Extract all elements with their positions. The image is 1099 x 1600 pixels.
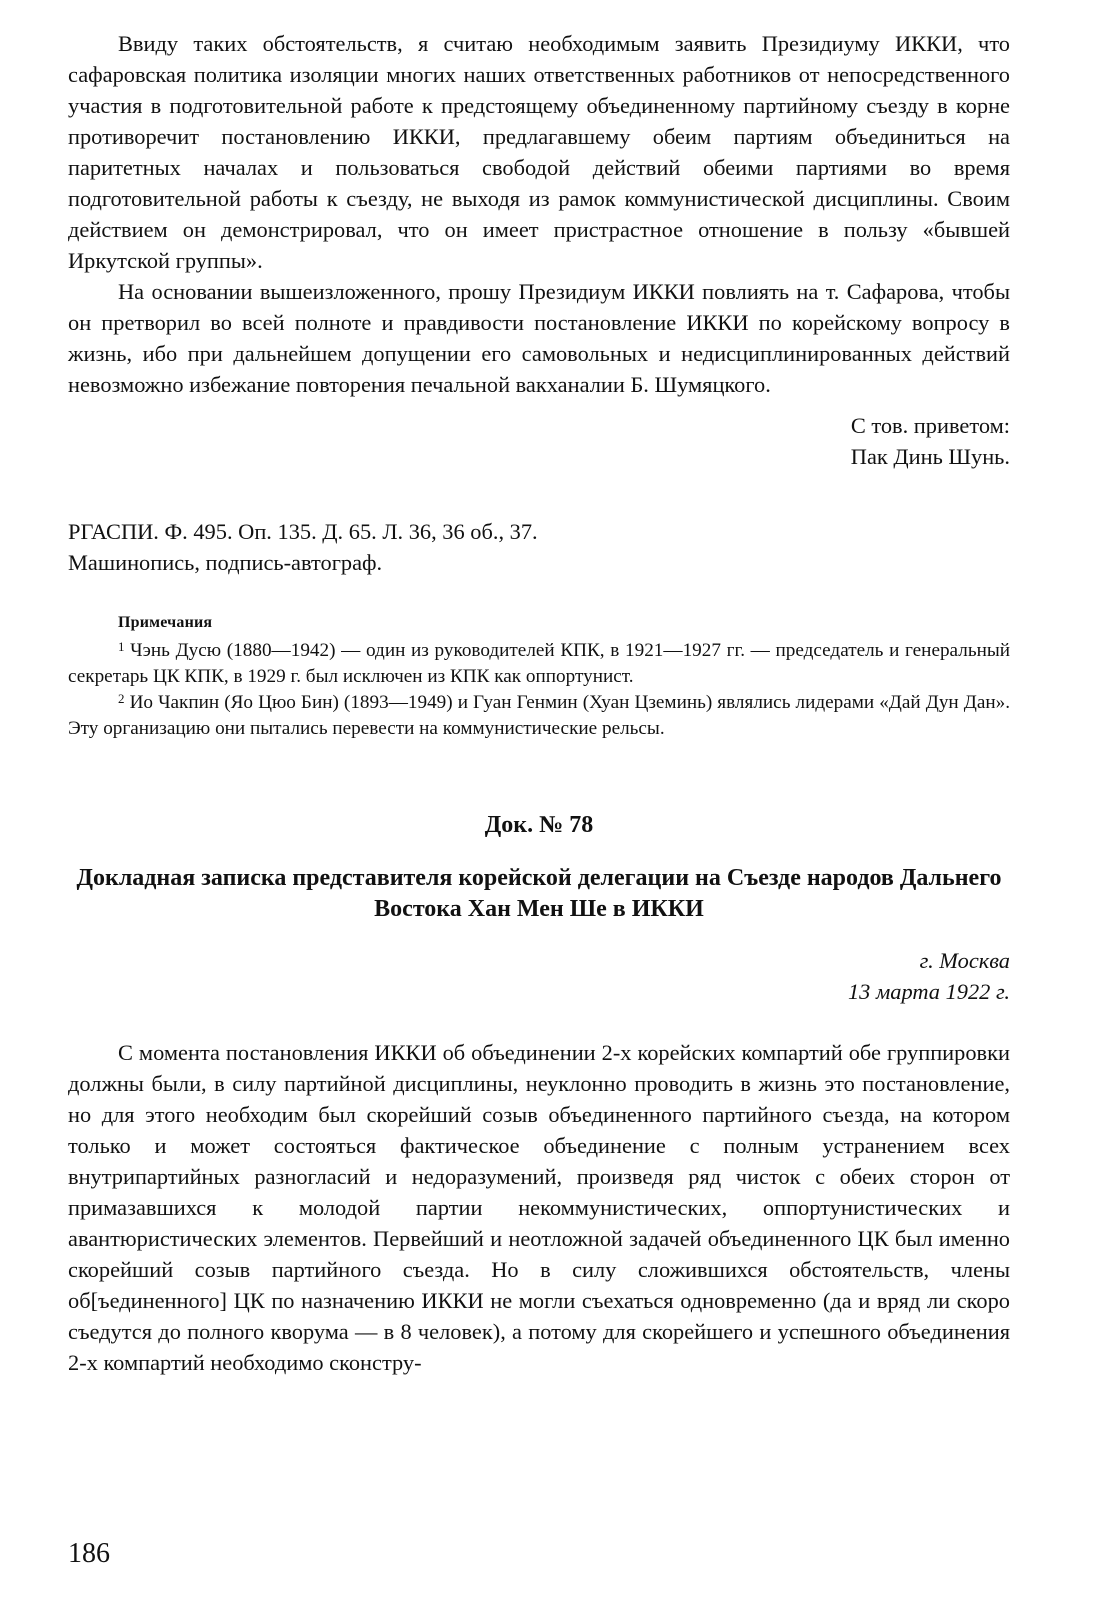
archive-reference-block — [68, 516, 1010, 578]
document-body-paragraph: С момента постановления ИККИ об объединении 2-х корейских компартий обе группировки должны были, в силу партийной дисциплины, неуклонно проводить в жизнь это постановление, но для этого необходим был скорейший созыв объединенного партийного съезда, на котором только и может состояться фактическое объединение с полным устранением всех внутрипартийных разногласий и недоразумений, произведя ряд чисток с обеих сторон от примазавшихся к молодой партии некоммунистических, оппортунистических и авантюристических элементов. Первейший и неотложной задачей объединенного ЦК был именно скорейший созыв партийного съезда. Но в силу сложившихся обстоятельств, члены об[ъединенного] ЦК по назначению ИККИ не могли съехаться одновременно (да и вряд ли скоро съедутся до полного кворума — в 8 человек), а потому для скорейшего и успешного объединения 2-х компартий необходимо сконстру- — [68, 1040, 1010, 1375]
letter-greeting: С тов. приветом: — [850, 413, 1010, 438]
document-date: 13 марта 1922 г. — [847, 979, 1010, 1004]
letter-signature-block — [68, 410, 1010, 472]
document-place-date — [68, 945, 1010, 1007]
document-place: г. Москва — [919, 948, 1010, 973]
document-title: Докладная записка представителя корейской делегации на Съезде народов Дальнего Востока Хан Мен Ше в ИККИ — [76, 865, 1002, 922]
note-item — [68, 638, 1010, 690]
note-text: Ио Чакпин (Яо Цюо Бин) (1893—1949) и Гуан Генмин (Хуан Цземинь) являлись лидерами «Дай Дун Дан». Эту организацию они пытались перевести на коммунистические рельсы. — [68, 692, 1011, 739]
book-page — [68, 28, 1010, 1378]
notes-title: Примечания — [118, 614, 213, 631]
note-item — [68, 690, 1010, 742]
letter-signature: Пак Динь Шунь. — [850, 444, 1010, 469]
document-number: Док. № 78 — [484, 812, 594, 838]
letter-paragraph-2: На основании вышеизложенного, прошу Президиум ИККИ повлиять на т. Сафарова, чтобы он претворил во всей полноте и правдивости постановление ИККИ по корейскому вопросу в жизнь, ибо при дальнейшем допущении его самовольных и недисциплинированных действий невозможно избежание повторения печальной вакханалии Б. Шумяцкого. — [68, 279, 1010, 397]
archive-description: Машинопись, подпись-автограф. — [68, 550, 383, 575]
letter-paragraph-1: Ввиду таких обстоятельств, я считаю необходимым заявить Президиуму ИККИ, что сафаровская политика изоляции многих наших ответственных работников от непосредственного участия в подготовительной работе к предстоящему объединенному партийному съезду в корне противоречит постановлению ИККИ, предлагавшему обеим партиям объединиться на паритетных началах и пользоваться свободой действий обеими партиями во время подготовительной работы к съезду, не выходя из рамок коммунистической дисциплины. Своим действием он демонстрировал, что он имеет пристрастное отношение в пользу «бывшей Иркутской группы». — [68, 31, 1010, 273]
page-number: 186 — [68, 1538, 110, 1569]
note-text: Чэнь Дусю (1880—1942) — один из руководителей КПК, в 1921—1927 гг. — председатель и генеральный секретарь ЦК КПК, в 1929 г. был исключен из КПК как оппортунист. — [68, 640, 1010, 687]
note-marker: 1 — [118, 639, 125, 654]
note-marker: 2 — [118, 691, 125, 706]
archive-reference: РГАСПИ. Ф. 495. Оп. 135. Д. 65. Л. 36, 36 об., 37. — [68, 519, 538, 544]
